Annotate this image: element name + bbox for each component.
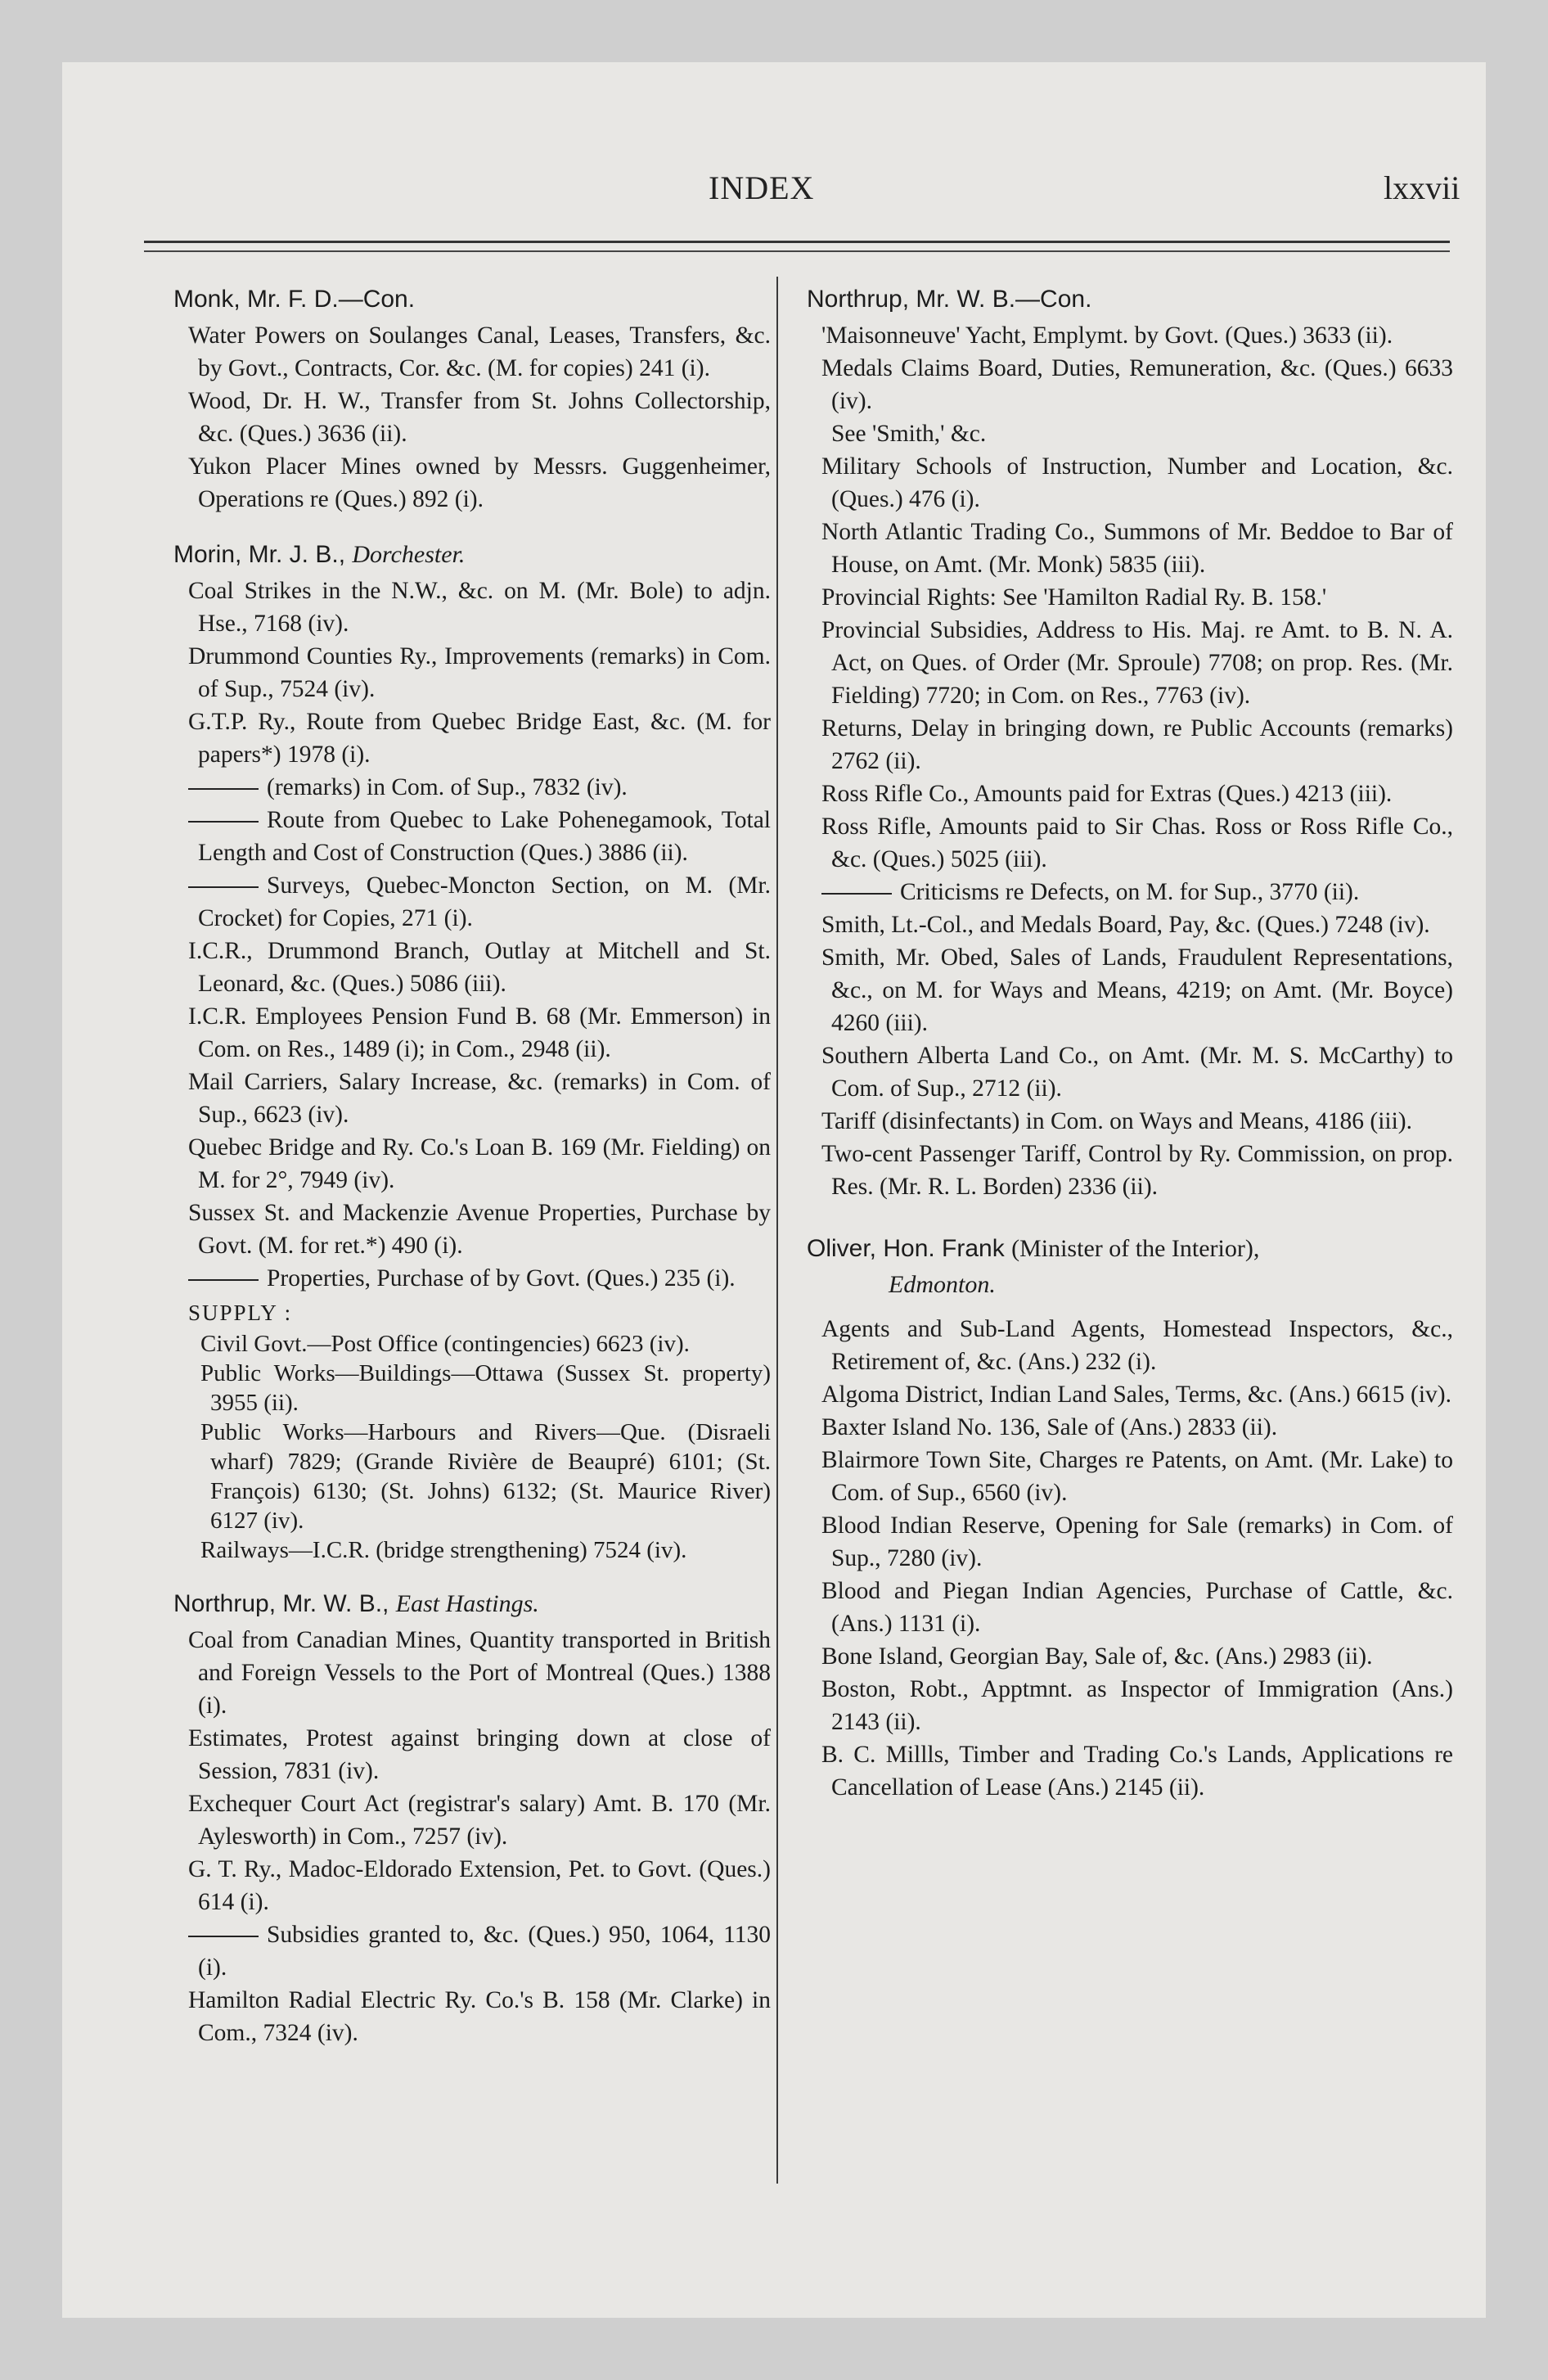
index-entry: Baxter Island No. 136, Sale of (Ans.) 2833 (ii). [821,1414,1278,1440]
index-entry: G. T. Ry., Madoc-Eldorado Extension, Pet. to Govt. (Ques.) 614 (i). [188,1856,771,1915]
index-entry: Southern Alberta Land Co., on Amt. (Mr. M. S. McCarthy) to Com. of Sup., 2712 (ii). [821,1043,1453,1102]
header-rule-top [144,241,1450,243]
index-entry: Military Schools of Instruction, Number and Location, &c. (Ques.) 476 (i). [821,453,1453,512]
index-entry: Estimates, Protest against bringing down at close of Session, 7831 (iv). [188,1725,771,1784]
heading-place: Dorchester. [352,541,466,568]
index-entry: Ross Rifle, Amounts paid to Sir Chas. Ross or Ross Rifle Co., &c. (Ques.) 5025 (iii). [821,814,1453,872]
heading-name: Oliver, Hon. Frank [807,1235,1005,1262]
index-entry-continued [173,869,771,935]
ditto-dash [188,886,259,888]
index-entry: B. C. Millls, Timber and Trading Co.'s Lands, Applications re Cancellation of Lease (Ans.) 2145 (ii). [821,1742,1453,1801]
heading-role: (Minister of the Interior), [1011,1235,1260,1262]
index-entry: Coal from Canadian Mines, Quantity transported in British and Foreign Vessels to the Port of Montreal (Ques.) 1388 (i). [188,1627,771,1719]
entry-text: Criticisms re Defects, on M. for Sup., 3770 (ii). [900,879,1360,905]
index-entry: Returns, Delay in bringing down, re Public Accounts (remarks) 2762 (ii). [821,715,1453,774]
heading-place: Edmonton. [889,1271,996,1298]
ditto-dash [188,1936,259,1937]
index-entry: G.T.P. Ry., Route from Quebec Bridge East, &c. (M. for papers*) 1978 (i). [188,709,771,768]
index-entry: Blairmore Town Site, Charges re Patents, on Amt. (Mr. Lake) to Com. of Sup., 6560 (iv). [821,1447,1453,1506]
page-header [62,62,1486,308]
ditto-dash [188,1279,259,1281]
index-entry: Bone Island, Georgian Bay, Sale of, &c. (Ans.) 2983 (ii). [821,1643,1373,1670]
index-entry: Wood, Dr. H. W., Transfer from St. Johns Collectorship, &c. (Ques.) 3636 (ii). [188,388,771,447]
ditto-dash [188,788,259,790]
supply-entry: Railways—I.C.R. (bridge strengthening) 7524 (iv). [200,1537,687,1563]
index-entry: Algoma District, Indian Land Sales, Terms, &c. (Ans.) 6615 (iv). [821,1382,1451,1408]
index-page [62,62,1486,2318]
entry-text: Route from Quebec to Lake Pohenegamook, Total Length and Cost of Construction (Ques.) 3886 (ii). [198,807,771,866]
supply-entry: Civil Govt.—Post Office (contingencies) 6623 (iv). [200,1331,690,1357]
index-entry: Sussex St. and Mackenzie Avenue Properties, Purchase by Govt. (M. for ret.*) 490 (i). [188,1200,771,1259]
column-divider [776,277,778,2184]
index-entry: Mail Carriers, Salary Increase, &c. (remarks) in Com. of Sup., 6623 (iv). [188,1069,771,1128]
index-entry: Tariff (disinfectants) in Com. on Ways and Means, 4186 (iii). [821,1108,1413,1134]
index-entry: Provincial Subsidies, Address to His. Maj. re Amt. to B. N. A. Act, on Ques. of Order (Mr. Sproule) 7708; on prop. Res. (Mr. Fielding) 7720; in Com. on Res., 7763 (iv). [821,617,1453,709]
index-entry: Water Powers on Soulanges Canal, Leases, Transfers, &c. by Govt., Contracts, Cor. &c. (M. for copies) 241 (i). [188,322,771,381]
entry-text: (remarks) in Com. of Sup., 7832 (iv). [267,774,628,800]
supply-label: SUPPLY : [188,1300,293,1325]
index-entry: Smith, Mr. Obed, Sales of Lands, Fraudulent Representations, &c., on M. for Ways and Means, 4219; on Amt. (Mr. Boyce) 4260 (iii). [821,944,1453,1036]
header-rule-bottom [144,250,1450,252]
entry-heading-oliver [807,1233,1453,1265]
entry-heading-morin [173,539,771,571]
supply-entry: Public Works—Buildings—Ottawa (Sussex St. property) 3955 (ii). [200,1360,771,1416]
entry-heading-northrup [173,1588,771,1620]
entry-text: Subsidies granted to, &c. (Ques.) 950, 1064, 1130 (i). [198,1922,771,1981]
heading-name: Northrup, Mr. W. B., [173,1590,389,1617]
entry-heading-monk: Monk, Mr. F. D.—Con. [173,286,416,313]
index-entry-continued [173,771,771,804]
ditto-dash [821,893,892,895]
index-entry: North Atlantic Trading Co., Summons of Mr. Beddoe to Bar of House, on Amt. (Mr. Monk) 5835 (iii). [821,519,1453,578]
ditto-dash [188,821,259,823]
index-entry: Blood and Piegan Indian Agencies, Purchase of Cattle, &c. (Ans.) 1131 (i). [821,1578,1453,1637]
index-entry: Two-cent Passenger Tariff, Control by Ry. Commission, on prop. Res. (Mr. R. L. Borden) 2336 (ii). [821,1141,1453,1200]
index-entry: 'Maisonneuve' Yacht, Emplymt. by Govt. (Ques.) 3633 (ii). [821,322,1393,349]
index-entry: Hamilton Radial Electric Ry. Co.'s B. 158 (Mr. Clarke) in Com., 7324 (iv). [188,1987,771,2046]
index-entry: Boston, Robt., Apptmnt. as Inspector of Immigration (Ans.) 2143 (ii). [821,1676,1453,1735]
index-entry-continued [173,804,771,869]
index-entry: Medals Claims Board, Duties, Remuneration, &c. (Ques.) 6633 (iv). [821,355,1453,414]
index-entry: Drummond Counties Ry., Improvements (remarks) in Com. of Sup., 7524 (iv). [188,643,771,702]
heading-place-line [807,1269,1453,1301]
entry-heading-northrup-con: Northrup, Mr. W. B.—Con. [807,286,1092,313]
right-column [807,283,1453,1804]
index-entry: Exchequer Court Act (registrar's salary) Amt. B. 170 (Mr. Aylesworth) in Com., 7257 (iv). [188,1791,771,1850]
index-entry: Smith, Lt.-Col., and Medals Board, Pay, &c. (Ques.) 7248 (iv). [821,912,1430,938]
entry-text: Surveys, Quebec-Moncton Section, on M. (Mr. Crocket) for Copies, 271 (i). [198,872,771,931]
index-entry: Provincial Rights: See 'Hamilton Radial Ry. B. 158.' [821,584,1327,611]
index-entry-continued [173,1918,771,1984]
entry-text: Properties, Purchase of by Govt. (Ques.) 235 (i). [267,1265,736,1291]
index-entry-see: See 'Smith,' &c. [831,421,987,447]
page-number: lxxvii [1384,169,1460,206]
index-entry-continued [807,876,1453,908]
heading-place: East Hastings. [395,1590,539,1617]
index-entry: Yukon Placer Mines owned by Messrs. Guggenheimer, Operations re (Ques.) 892 (i). [188,453,771,512]
index-entry: Blood Indian Reserve, Opening for Sale (remarks) in Com. of Sup., 7280 (iv). [821,1512,1453,1571]
index-entry: I.C.R., Drummond Branch, Outlay at Mitchell and St. Leonard, &c. (Ques.) 5086 (iii). [188,938,771,997]
index-entry: Quebec Bridge and Ry. Co.'s Loan B. 169 (Mr. Fielding) on M. for 2°, 7949 (iv). [188,1134,771,1193]
index-entry: I.C.R. Employees Pension Fund B. 68 (Mr. Emmerson) in Com. on Res., 1489 (i); in Com., 2948 (ii). [188,1003,771,1062]
heading-name: Morin, Mr. J. B., [173,541,346,568]
left-column [173,283,771,2049]
supply-entry: Public Works—Harbours and Rivers—Que. (Disraeli wharf) 7829; (Grande Rivière de Beaupré) 6101; (St. François) 6130; (St. Johns) 6132; (St. Maurice River) 6127 (iv). [200,1419,771,1534]
index-entry: Coal Strikes in the N.W., &c. on M. (Mr. Bole) to adjn. Hse., 7168 (iv). [188,578,771,637]
index-entry: Agents and Sub-Land Agents, Homestead Inspectors, &c., Retirement of, &c. (Ans.) 232 (i). [821,1316,1453,1375]
page-title: INDEX [709,169,815,206]
index-entry-continued [173,1262,771,1295]
index-entry: Ross Rifle Co., Amounts paid for Extras (Ques.) 4213 (iii). [821,781,1393,807]
